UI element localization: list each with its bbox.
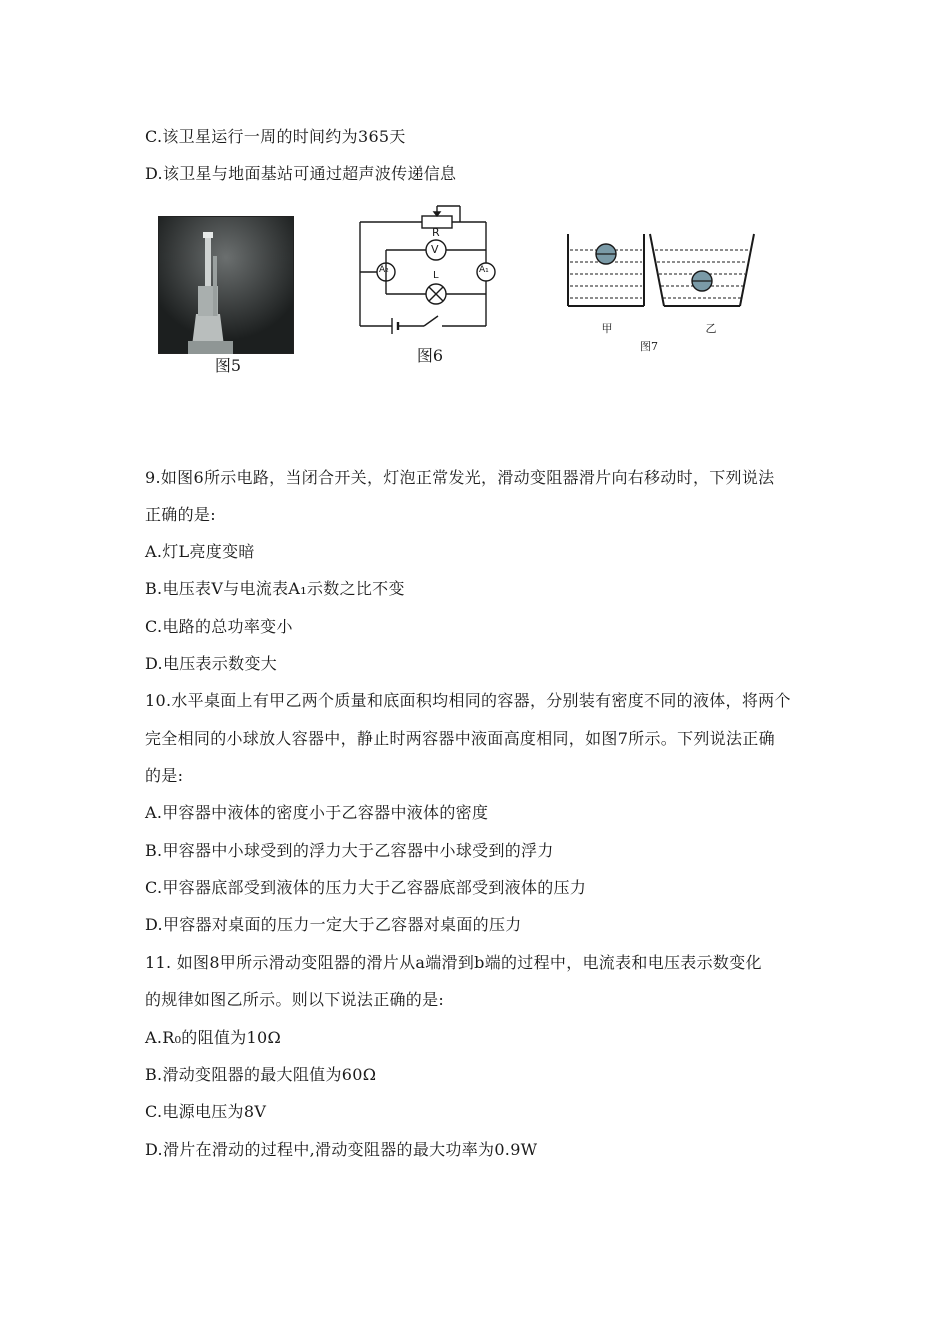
q10-option-c: C.甲容器底部受到液体的压力大于乙容器底部受到液体的压力 bbox=[145, 878, 587, 897]
option-d-satellite: D.该卫星与地面基站可通过超声波传递信息 bbox=[145, 164, 457, 183]
q10-stem-line-3: 的是: bbox=[145, 766, 184, 785]
q11-stem-line-2: 的规律如图乙所示。则以下说法正确的是: bbox=[145, 990, 445, 1009]
q11-option-a: A.R₀的阻值为10Ω bbox=[145, 1028, 282, 1047]
q11-option-c: C.电源电压为8V bbox=[145, 1102, 267, 1121]
label-l: L bbox=[433, 270, 439, 281]
q9-option-c: C.电路的总功率变小 bbox=[145, 617, 293, 636]
figure-6-circuit bbox=[352, 198, 498, 334]
label-a1: A₁ bbox=[479, 265, 489, 275]
q11-stem-line-1: 11. 如图8甲所示滑动变阻器的滑片从a端滑到b端的过程中，电流表和电压表示数变化 bbox=[145, 953, 762, 972]
q9-option-d: D.电压表示数变大 bbox=[145, 654, 278, 673]
q9-option-a: A.灯L亮度变暗 bbox=[145, 542, 255, 561]
q10-option-a: A.甲容器中液体的密度小于乙容器中液体的密度 bbox=[145, 803, 489, 822]
q9-stem-line-1: 9.如图6所示电路，当闭合开关，灯泡正常发光，滑动变阻器滑片向右移动时，下列说法 bbox=[145, 468, 775, 487]
label-a2: A₂ bbox=[379, 265, 389, 275]
figure-7-label-yi: 乙 bbox=[705, 322, 717, 335]
q10-option-d: D.甲容器对桌面的压力一定大于乙容器对桌面的压力 bbox=[145, 915, 522, 934]
figure-7-containers bbox=[562, 230, 758, 314]
option-c-satellite: C.该卫星运行一周的时间约为365天 bbox=[145, 127, 406, 146]
q9-stem-line-2: 正确的是: bbox=[145, 505, 216, 524]
figure-6-caption: 图6 bbox=[416, 346, 444, 365]
figure-5-caption: 图5 bbox=[214, 356, 242, 375]
q10-stem-line-2: 完全相同的小球放人容器中，静止时两容器中液面高度相同，如图7所示。下列说法正确 bbox=[145, 729, 775, 748]
label-v: V bbox=[431, 243, 439, 256]
q11-option-d: D.滑片在滑动的过程中,滑动变阻器的最大功率为0.9W bbox=[145, 1140, 538, 1159]
figure-7-label-jia: 甲 bbox=[601, 322, 613, 335]
q11-option-b: B.滑动变阻器的最大阻值为60Ω bbox=[145, 1065, 377, 1084]
figure-7-caption: 图7 bbox=[640, 340, 658, 353]
label-r: R bbox=[432, 226, 440, 239]
q10-option-b: B.甲容器中小球受到的浮力大于乙容器中小球受到的浮力 bbox=[145, 841, 554, 860]
q10-stem-line-1: 10.水平桌面上有甲乙两个质量和底面积均相同的容器，分别装有密度不同的液体，将两个 bbox=[145, 691, 791, 710]
figure-5-rocket-photo bbox=[158, 216, 294, 354]
q9-option-b: B.电压表V与电流表A₁示数之比不变 bbox=[145, 579, 405, 598]
